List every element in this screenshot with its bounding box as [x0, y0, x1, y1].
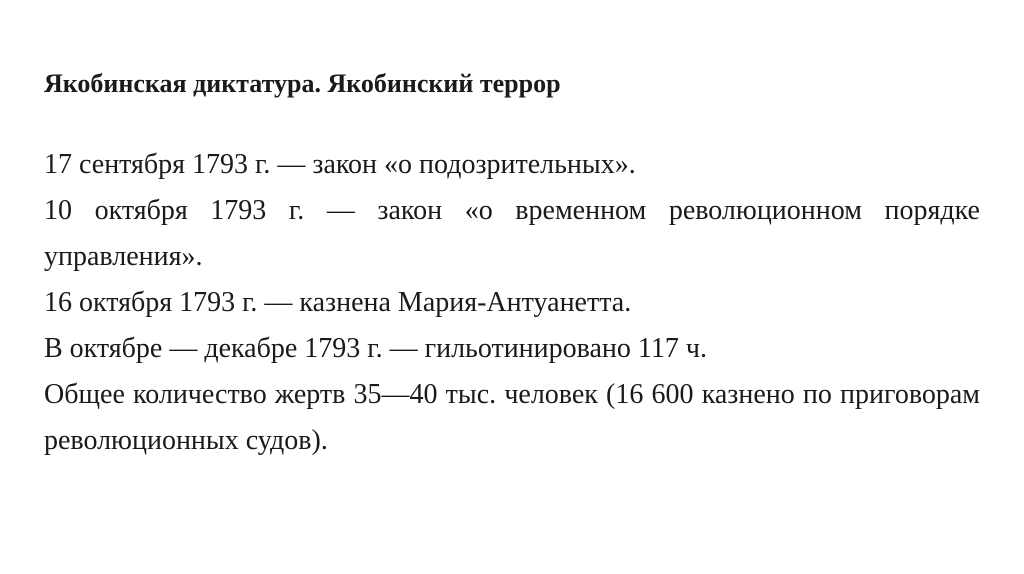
paragraph-guillotined-count: В октябре — декабре 1793 г. — гильотинировано 117 ч.: [44, 333, 707, 364]
paragraph-law-suspects: 17 сентября 1793 г. — закон «о подозрительных».: [44, 149, 636, 180]
slide-body: [44, 142, 980, 464]
slide-title: Якобинская диктатура. Якобинский террор: [44, 69, 561, 98]
paragraph-total-victims: Общее количество жертв 35—40 тыс. человек (16 600 казнено по приговорам революционных судов).: [44, 379, 980, 456]
paragraph-law-revolutionary-government: 10 октября 1793 г. — закон «о временном революционном порядке управления».: [44, 195, 980, 272]
paragraph-marie-antoinette-execution: 16 октября 1793 г. — казнена Мария-Антуанетта.: [44, 287, 632, 318]
